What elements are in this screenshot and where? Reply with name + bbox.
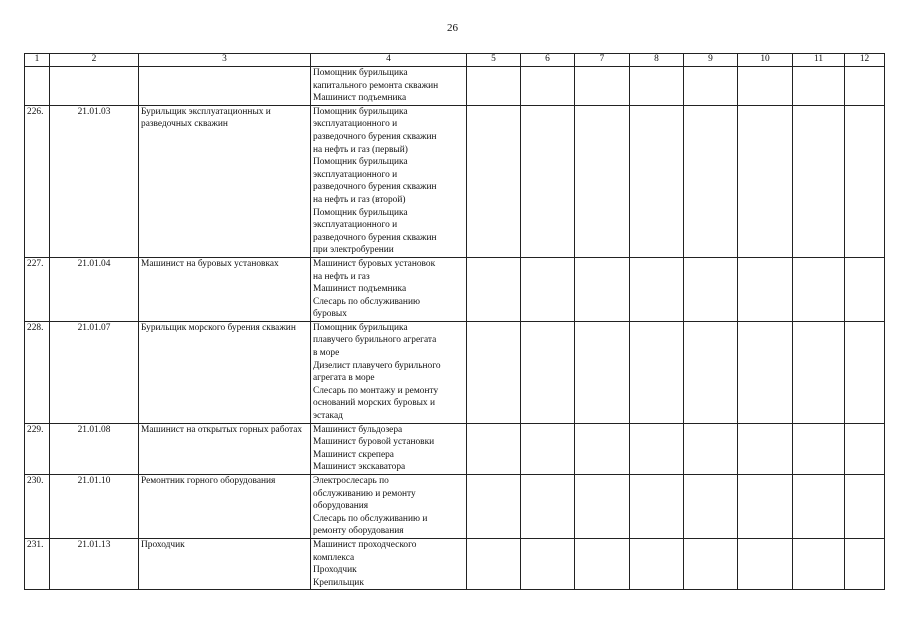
column-header-9: 9 [684, 54, 738, 67]
empty-cell-col-7 [575, 257, 630, 321]
column-header-8: 8 [630, 54, 684, 67]
empty-cell-col-12 [845, 105, 885, 257]
empty-cell-col-10 [738, 538, 793, 589]
empty-cell-col-8 [630, 423, 684, 474]
empty-cell-col-6 [521, 67, 575, 106]
empty-cell-col-10 [738, 105, 793, 257]
column-header-5: 5 [467, 54, 521, 67]
row-number: 229. [25, 423, 50, 474]
row-number: 228. [25, 321, 50, 423]
column-header-11: 11 [793, 54, 845, 67]
column-header-10: 10 [738, 54, 793, 67]
specialty-code: 21.01.08 [50, 423, 139, 474]
profession-list [311, 423, 467, 474]
table-row [25, 475, 885, 539]
empty-cell-col-7 [575, 538, 630, 589]
specialty-name: Ремонтник горного оборудования [139, 475, 311, 539]
row-number: 230. [25, 475, 50, 539]
specialty-name: Машинист на буровых установках [139, 257, 311, 321]
empty-cell-col-11 [793, 105, 845, 257]
empty-cell-col-9 [684, 67, 738, 106]
empty-cell-col-5 [467, 321, 521, 423]
empty-cell-col-8 [630, 538, 684, 589]
profession-list [311, 538, 467, 589]
empty-cell-col-7 [575, 475, 630, 539]
table-row [25, 105, 885, 257]
empty-cell-col-6 [521, 105, 575, 257]
profession-list [311, 475, 467, 539]
column-header-12: 12 [845, 54, 885, 67]
empty-cell-col-11 [793, 257, 845, 321]
empty-cell-col-12 [845, 321, 885, 423]
empty-cell-col-10 [738, 423, 793, 474]
empty-cell-col-12 [845, 257, 885, 321]
table-row [25, 423, 885, 474]
profession-list-text: Машинист буровых установок на нефть и газ Машинист подъемника Слесарь по обслуживанию буровых [313, 258, 436, 320]
profession-list [311, 67, 467, 106]
table-body [25, 67, 885, 590]
empty-cell-col-6 [521, 423, 575, 474]
empty-cell-col-6 [521, 475, 575, 539]
empty-cell-col-10 [738, 475, 793, 539]
profession-list [311, 105, 467, 257]
profession-list-text: Машинист проходческого комплекса Проходчик Крепильщик [313, 539, 417, 588]
specialty-name [139, 67, 311, 106]
empty-cell-col-5 [467, 257, 521, 321]
row-number [25, 67, 50, 106]
specialty-code: 21.01.07 [50, 321, 139, 423]
empty-cell-col-8 [630, 257, 684, 321]
empty-cell-col-11 [793, 423, 845, 474]
column-header-6: 6 [521, 54, 575, 67]
empty-cell-col-6 [521, 257, 575, 321]
row-number: 226. [25, 105, 50, 257]
empty-cell-col-7 [575, 321, 630, 423]
specialty-code: 21.01.03 [50, 105, 139, 257]
empty-cell-col-8 [630, 105, 684, 257]
empty-cell-col-10 [738, 321, 793, 423]
specialty-code: 21.01.13 [50, 538, 139, 589]
specialty-name: Проходчик [139, 538, 311, 589]
empty-cell-col-9 [684, 538, 738, 589]
specialty-code [50, 67, 139, 106]
empty-cell-col-8 [630, 321, 684, 423]
empty-cell-col-9 [684, 257, 738, 321]
column-header-7: 7 [575, 54, 630, 67]
empty-cell-col-9 [684, 423, 738, 474]
empty-cell-col-12 [845, 538, 885, 589]
empty-cell-col-6 [521, 321, 575, 423]
empty-cell-col-10 [738, 67, 793, 106]
profession-list-text: Электрослесарь по обслуживанию и ремонту оборудования Слесарь по обслуживанию и ремонту оборудования [313, 476, 428, 537]
empty-cell-col-6 [521, 538, 575, 589]
profession-list [311, 321, 467, 423]
row-number: 227. [25, 257, 50, 321]
table-row [25, 538, 885, 589]
empty-cell-col-5 [467, 538, 521, 589]
table-header [25, 54, 885, 67]
specialty-code: 21.01.10 [50, 475, 139, 539]
empty-cell-col-5 [467, 475, 521, 539]
specialty-name: Бурильщик эксплуатационных и разведочных скважин [139, 105, 311, 257]
empty-cell-col-11 [793, 475, 845, 539]
profession-list-text: Помощник бурильщика эксплуатационного и разведочного бурения скважин на нефть и газ (первый) Помощник бурильщика эксплуатационного и разведочного бурения скважин на нефть и газ (второй) Помощник бурильщика эксплуатационного и разведочного бурения скважин при электробурении [313, 106, 437, 256]
table-row [25, 257, 885, 321]
empty-cell-col-5 [467, 67, 521, 106]
column-header-1: 1 [25, 54, 50, 67]
empty-cell-col-11 [793, 321, 845, 423]
column-header-2: 2 [50, 54, 139, 67]
empty-cell-col-7 [575, 67, 630, 106]
column-header-3: 3 [139, 54, 311, 67]
professions-table [24, 53, 885, 590]
empty-cell-col-12 [845, 475, 885, 539]
empty-cell-col-11 [793, 538, 845, 589]
table-row [25, 321, 885, 423]
empty-cell-col-12 [845, 67, 885, 106]
empty-cell-col-10 [738, 257, 793, 321]
profession-list-text: Машинист бульдозера Машинист буровой установки Машинист скрепера Машинист экскаватора [313, 424, 435, 473]
specialty-code: 21.01.04 [50, 257, 139, 321]
empty-cell-col-12 [845, 423, 885, 474]
specialty-name: Бурильщик морского бурения скважин [139, 321, 311, 423]
empty-cell-col-7 [575, 105, 630, 257]
empty-cell-col-9 [684, 475, 738, 539]
specialty-name: Машинист на открытых горных работах [139, 423, 311, 474]
page-number: 26 [447, 22, 458, 34]
empty-cell-col-8 [630, 67, 684, 106]
empty-cell-col-9 [684, 321, 738, 423]
profession-list [311, 257, 467, 321]
empty-cell-col-5 [467, 105, 521, 257]
row-number: 231. [25, 538, 50, 589]
empty-cell-col-8 [630, 475, 684, 539]
profession-list-text: Помощник бурильщика плавучего бурильного агрегата в море Дизелист плавучего бурильного агрегата в море Слесарь по монтажу и ремонту оснований морских буровых и эстакад [313, 322, 441, 422]
empty-cell-col-7 [575, 423, 630, 474]
table-row [25, 67, 885, 106]
empty-cell-col-11 [793, 67, 845, 106]
empty-cell-col-5 [467, 423, 521, 474]
empty-cell-col-9 [684, 105, 738, 257]
profession-list-text: Помощник бурильщика капитального ремонта скважин Машинист подъемника [313, 68, 439, 104]
column-header-4: 4 [311, 54, 467, 67]
